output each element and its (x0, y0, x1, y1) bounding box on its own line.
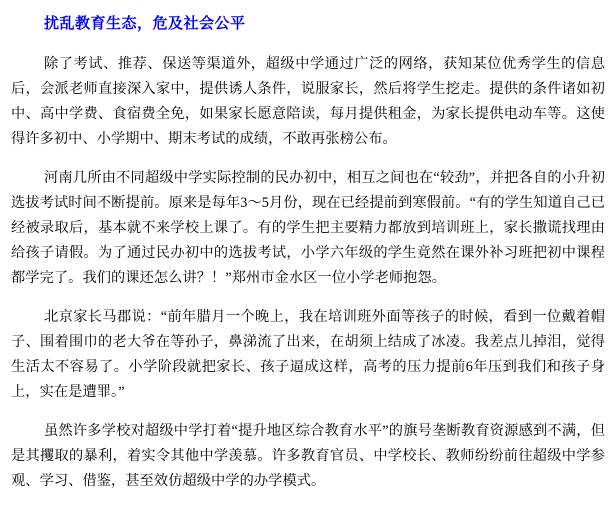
article-paragraph: 北京家长马郡说：“前年腊月一个晚上，我在培训班外面等孩子的时候，看到一位戴着帽子、围着围巾的老大爷在等孙子，鼻涕流了出来，在胡须上结成了冰凌。我差点儿掉泪，觉得生活太不容易了。小学阶段就把家长、孩子逼成这样，高考的压力提前6年压到我们和孩子身上，实在是遭罪。” (11, 309, 605, 400)
article-paragraph: 河南几所由不同超级中学实际控制的民办初中，相互之间也在“较劲”，并把各自的小升初选拔考试时间不断提前。原来是每年3～5月份，现在已经提前到寒假前。“有的学生知道自己已经被录取后，基本就不来学校上课了。有的学生把主要精力都放到培训班上，家长撒谎找理由给孩子请假。为了通过民办初中的选拔考试，小学六年级的学生竟然在课外补习班把初中课程都学完了。我们的课还怎么讲？！”郑州市金水区一位小学老师抱怨。 (11, 170, 605, 286)
article-paragraph: 虽然许多学校对超级中学打着“提升地区综合教育水平”的旗号垄断教育资源感到不满，但是其攫取的暴利，着实令其他中学羡慕。许多教育官员、中学校长、教师纷纷前往超级中学参观、学习、借鉴，甚至效仿超级中学的办学模式。 (11, 423, 605, 489)
article-title: 扰乱教育生态，危及社会公平 (44, 16, 246, 32)
article-body (11, 52, 605, 494)
article-paragraph: 除了考试、推荐、保送等渠道外，超级中学通过广泛的网络，获知某位优秀学生的信息后，会派老师直接深入家中，提供诱人条件，说服家长，然后将学生挖走。提供的条件诸如初中、高中学费、食宿费全免，如果家长愿意陪读，每月提供租金，为家长提供电动车等。这使得许多初中、小学期中、期末考试的成绩，不敢再张榜公布。 (11, 56, 605, 147)
